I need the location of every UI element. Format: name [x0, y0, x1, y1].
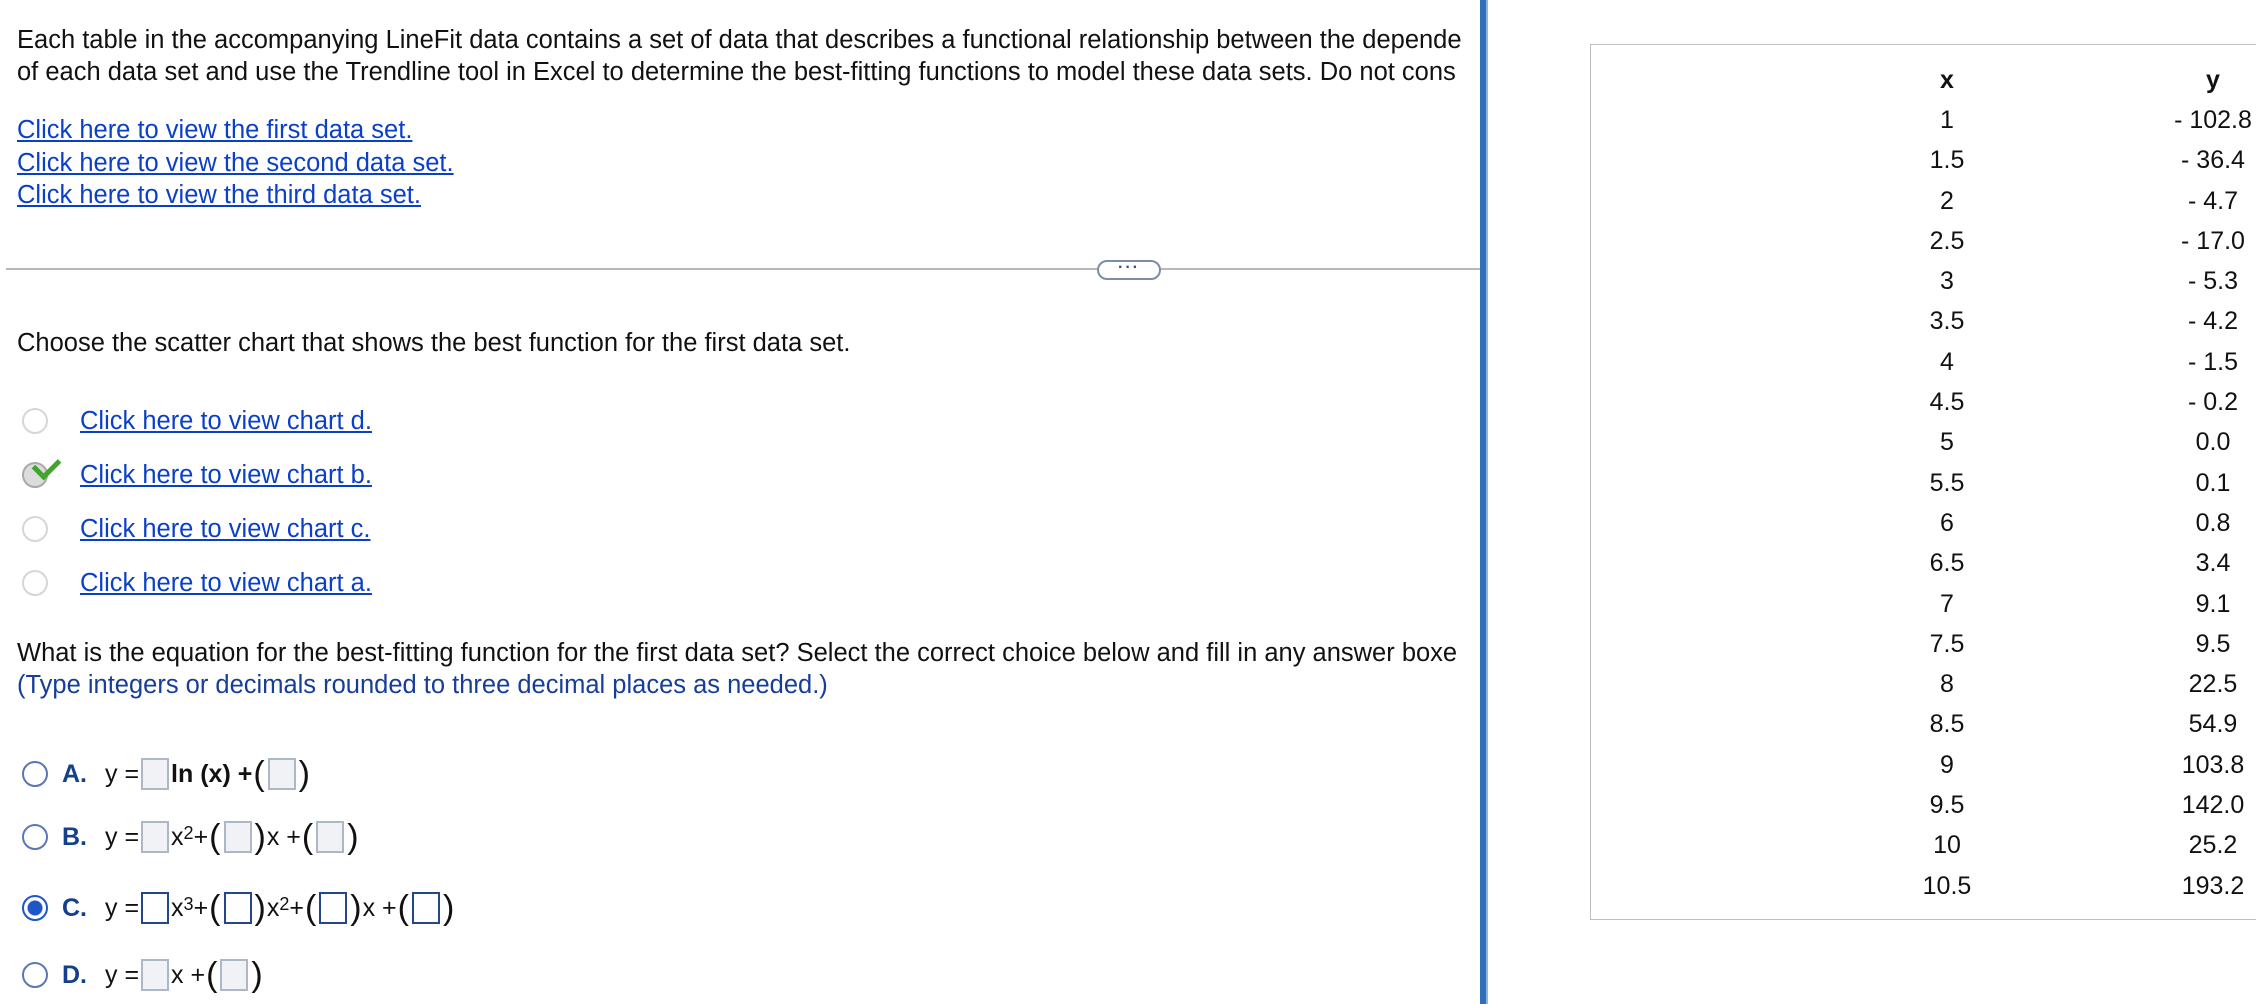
y-value: 0.1 — [2195, 468, 2231, 497]
table-row — [1810, 503, 2230, 543]
chart-link-c[interactable]: Click here to view chart c. — [80, 515, 371, 543]
y-value: 142.0 — [2181, 790, 2245, 819]
radio-button[interactable] — [22, 408, 48, 434]
x-value: 9.5 — [1929, 790, 1965, 819]
x-term: x + — [362, 893, 397, 922]
x-value: 2.5 — [1929, 226, 1965, 255]
table-row — [1810, 382, 2239, 422]
x-term: x $^2$ — [171, 822, 194, 851]
choice-letter-c: C. — [62, 893, 87, 922]
y-value: - 17.0 — [2181, 226, 2245, 255]
x-value: 4.5 — [1929, 388, 1965, 417]
radio-d[interactable] — [22, 962, 48, 988]
choice-b[interactable] — [22, 817, 360, 857]
table-row — [1810, 745, 2245, 785]
radio-button[interactable] — [22, 516, 48, 542]
choice-c[interactable] — [22, 888, 455, 928]
x-value: 10.5 — [1922, 871, 1972, 900]
x-value: 9 — [1940, 750, 1954, 779]
x-cubed-term: x $^3$ — [171, 893, 194, 922]
y-value: - 36.4 — [2181, 146, 2245, 175]
pane-divider-highlight — [1486, 0, 1488, 1004]
table-header — [1810, 60, 2230, 100]
y-value: 103.8 — [2181, 750, 2245, 779]
plus-sign: + — [193, 822, 209, 851]
table-row — [1810, 544, 2230, 584]
coefficient-box[interactable] — [141, 821, 169, 853]
chart-link-d[interactable]: Click here to view chart d. — [80, 407, 372, 435]
x-value: 3 — [1940, 267, 1954, 296]
y-value: 22.5 — [2188, 670, 2238, 699]
chart-option-d[interactable] — [22, 405, 372, 437]
y-value: 3.4 — [2195, 549, 2231, 578]
x-value: 2 — [1940, 186, 1954, 215]
table-row — [1810, 463, 2230, 503]
chart-option-c[interactable] — [22, 513, 371, 545]
x-term: x + — [171, 960, 206, 989]
x-value: 5.5 — [1929, 468, 1965, 497]
equation-a: y = ln (x) + ( ) — [105, 755, 310, 793]
chart-option-a[interactable] — [22, 567, 372, 599]
constant-box[interactable] — [412, 892, 440, 924]
y-equals: y = — [105, 822, 140, 851]
x-term: x + — [266, 822, 301, 851]
y-value: 0.0 — [2195, 428, 2231, 457]
table-row — [1810, 866, 2245, 906]
x-value: 7.5 — [1929, 629, 1965, 658]
table-row — [1810, 624, 2230, 664]
x-value: 6.5 — [1929, 549, 1965, 578]
choice-a[interactable] — [22, 754, 311, 794]
y-equals: y = — [105, 759, 140, 788]
equation-d: y = x + ( ) — [105, 956, 263, 994]
equation-question: What is the equation for the best-fitting function for the first data set? Select the correct choice below and fill in any answer boxe — [17, 639, 1458, 667]
table-row — [1810, 826, 2238, 866]
y-value: 54.9 — [2188, 710, 2238, 739]
y-value: - 1.5 — [2187, 347, 2239, 376]
y-value: 25.2 — [2188, 831, 2238, 860]
x-value: 1.5 — [1929, 146, 1965, 175]
table-row — [1810, 423, 2230, 463]
first-data-set-link[interactable]: Click here to view the first data set. — [17, 116, 413, 144]
table-row — [1810, 141, 2245, 181]
table-row — [1810, 181, 2239, 221]
table-row — [1810, 302, 2239, 342]
section-divider — [6, 268, 1480, 270]
y-value: 9.5 — [2195, 629, 2231, 658]
plus-sign: + — [289, 893, 304, 922]
choice-letter-a: A. — [62, 759, 87, 788]
data-table — [1810, 60, 2252, 906]
radio-button[interactable] — [22, 570, 48, 596]
x-value: 7 — [1940, 589, 1954, 618]
table-row — [1810, 342, 2239, 382]
prompt-line-2: of each data set and use the Trendline tool in Excel to determine the best-fitting functions to model these data sets. Do not cons — [17, 58, 1456, 86]
choice-letter-b: B. — [62, 822, 87, 851]
y-value: - 5.3 — [2187, 267, 2239, 296]
x-value: 8.5 — [1929, 710, 1965, 739]
constant-box[interactable] — [268, 758, 296, 790]
radio-b[interactable] — [22, 824, 48, 850]
choice-d[interactable] — [22, 955, 264, 995]
chart-option-b[interactable] — [22, 459, 372, 491]
coefficient-box[interactable] — [141, 892, 169, 924]
table-row — [1810, 705, 2238, 745]
y-value: - 0.2 — [2187, 388, 2239, 417]
x-value: 3.5 — [1929, 307, 1965, 336]
y-value: - 4.7 — [2187, 186, 2239, 215]
question-prompt — [17, 24, 1480, 88]
x-value: 5 — [1940, 428, 1954, 457]
constant-box[interactable] — [316, 821, 344, 853]
y-value: 193.2 — [2181, 871, 2245, 900]
table-row — [1810, 221, 2245, 261]
y-value: - 102.8 — [2174, 105, 2252, 134]
prompt-line-1: Each table in the accompanying LineFit data contains a set of data that describes a functional relationship between the depende — [17, 26, 1462, 54]
x-squared-term: x $^2$ — [266, 893, 290, 922]
x-value: 1 — [1940, 105, 1954, 134]
chart-link-a[interactable]: Click here to view chart a. — [80, 569, 372, 597]
table-row — [1810, 100, 2252, 140]
x-value: 8 — [1940, 670, 1954, 699]
table-row — [1810, 584, 2230, 624]
y-value: 0.8 — [2195, 508, 2231, 537]
x-value: 4 — [1940, 347, 1954, 376]
x-value: 10 — [1933, 831, 1961, 860]
y-header: y — [2206, 65, 2220, 94]
y-value: - 4.2 — [2187, 307, 2239, 336]
third-data-set-link[interactable]: Click here to view the third data set. — [17, 181, 421, 209]
coefficient-box[interactable] — [141, 758, 169, 790]
table-row — [1810, 785, 2245, 825]
x-header: x — [1940, 65, 1954, 94]
equation-b: y = x $^2$ + ( ) x + ( ) — [105, 818, 359, 856]
coefficient-box[interactable] — [141, 959, 169, 991]
y-value: 9.1 — [2195, 589, 2231, 618]
answer-hint: (Type integers or decimals rounded to three decimal places as needed.) — [17, 671, 828, 699]
chart-question: Choose the scatter chart that shows the best function for the first data set. — [17, 329, 851, 357]
equation-c: y = x $^3$ + ( ) x $^2$ + ( ) x + ( ) — [105, 889, 455, 927]
second-data-set-link[interactable]: Click here to view the second data set. — [17, 148, 454, 177]
table-row — [1810, 664, 2238, 704]
y-equals: y = — [105, 893, 140, 922]
radio-a[interactable] — [22, 761, 48, 787]
coefficient-box[interactable] — [224, 821, 252, 853]
coefficient-box[interactable] — [224, 892, 252, 924]
radio-c[interactable] — [22, 895, 48, 921]
y-equals: y = — [105, 960, 140, 989]
table-row — [1810, 261, 2239, 301]
choice-letter-d: D. — [62, 960, 87, 989]
table-body — [1810, 100, 2252, 906]
chart-link-b[interactable]: Click here to view chart b. — [80, 461, 372, 489]
more-options-button[interactable]: ··· — [1097, 260, 1161, 280]
constant-box[interactable] — [220, 959, 248, 991]
plus-sign: + — [193, 893, 209, 922]
data-set-links — [17, 114, 454, 212]
x-value: 6 — [1940, 508, 1954, 537]
ln-term: ln (x) + — [171, 759, 253, 788]
coefficient-box[interactable] — [319, 892, 347, 924]
